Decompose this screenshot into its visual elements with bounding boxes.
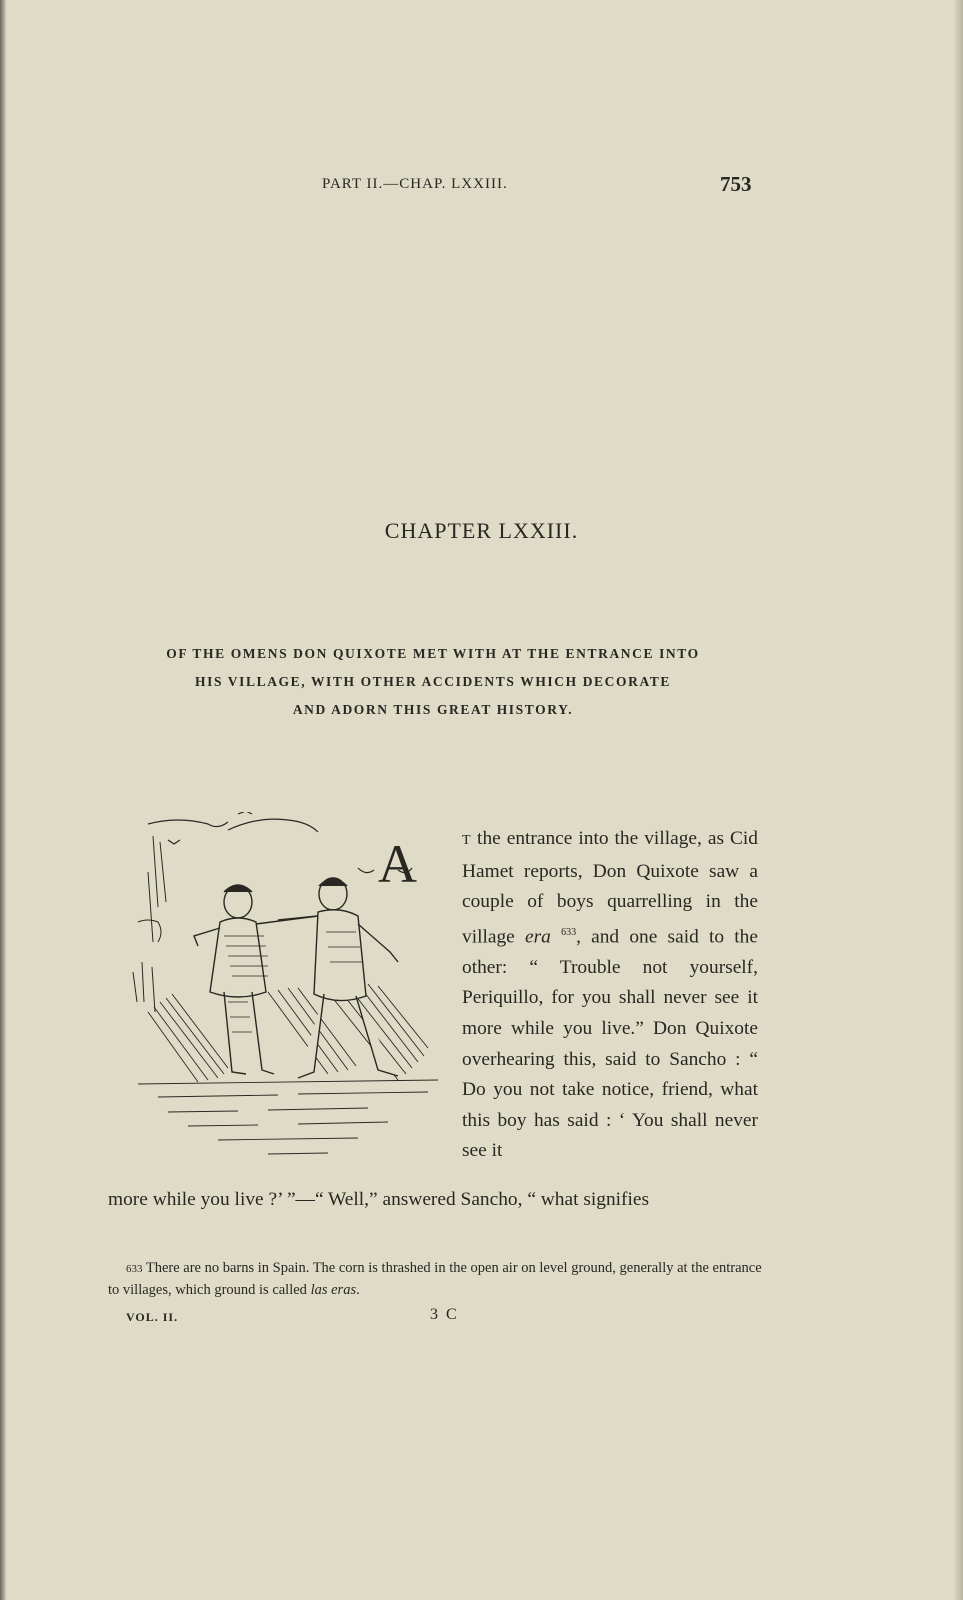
footnote-text-a: There are no barns in Spain. The corn is thrashed in the open air on level ground, generally at the entrance to villages, which ground is called	[108, 1260, 762, 1298]
running-head: PART II.—CHAP. LXXIII.	[322, 176, 508, 192]
chapter-subtitle-line-3: AND ADORN THIS GREAT HISTORY.	[292, 702, 574, 717]
drop-cap-letter: A	[378, 834, 417, 894]
chapter-subtitle	[108, 640, 758, 724]
body-paragraph	[462, 824, 758, 1167]
page-edge-left	[0, 0, 6, 1600]
footnote-italic: las eras	[310, 1282, 357, 1298]
gathering-signature: 3 C	[430, 1306, 459, 1323]
footnote	[108, 1258, 768, 1301]
footnote-text-b: .	[356, 1282, 360, 1298]
two-boys-quarrelling-illustration	[128, 812, 450, 1172]
drop-cap-continuation: T	[462, 833, 472, 848]
volume-signature: VOL. II.	[126, 1310, 179, 1324]
chapter-subtitle-line-2: HIS VILLAGE, WITH OTHER ACCIDENTS WHICH DECORATE	[194, 674, 672, 689]
chapter-title: CHAPTER LXXIII.	[384, 518, 579, 543]
body-last-line: more while you live ?’ ”—“ Well,” answered Sancho, “ what signifies	[108, 1189, 650, 1210]
page-edge-right	[953, 0, 963, 1600]
chapter-subtitle-line-1: OF THE OMENS DON QUIXOTE MET WITH AT THE ENTRANCE INTO	[166, 646, 700, 661]
woodcut-illustration	[128, 812, 450, 1172]
era-word: era	[524, 926, 551, 948]
footnote-number: 633	[126, 1263, 143, 1275]
body-text-part-b: , and one said to the other: “ Trouble not yourself, Periquillo, for you shall never see it more while you live.” Don Quixote overhearing this, said to Sancho : “ Do you not take notice, friend, what this boy has said : ‘ You shall never see it	[462, 926, 758, 1162]
page-number: 753	[720, 172, 752, 196]
footnote-reference: 633	[561, 926, 577, 938]
body-text-part-a: the entrance into the village, as Cid Hamet reports, Don Quixote saw a couple of boys quarrelling in the village	[462, 828, 758, 948]
